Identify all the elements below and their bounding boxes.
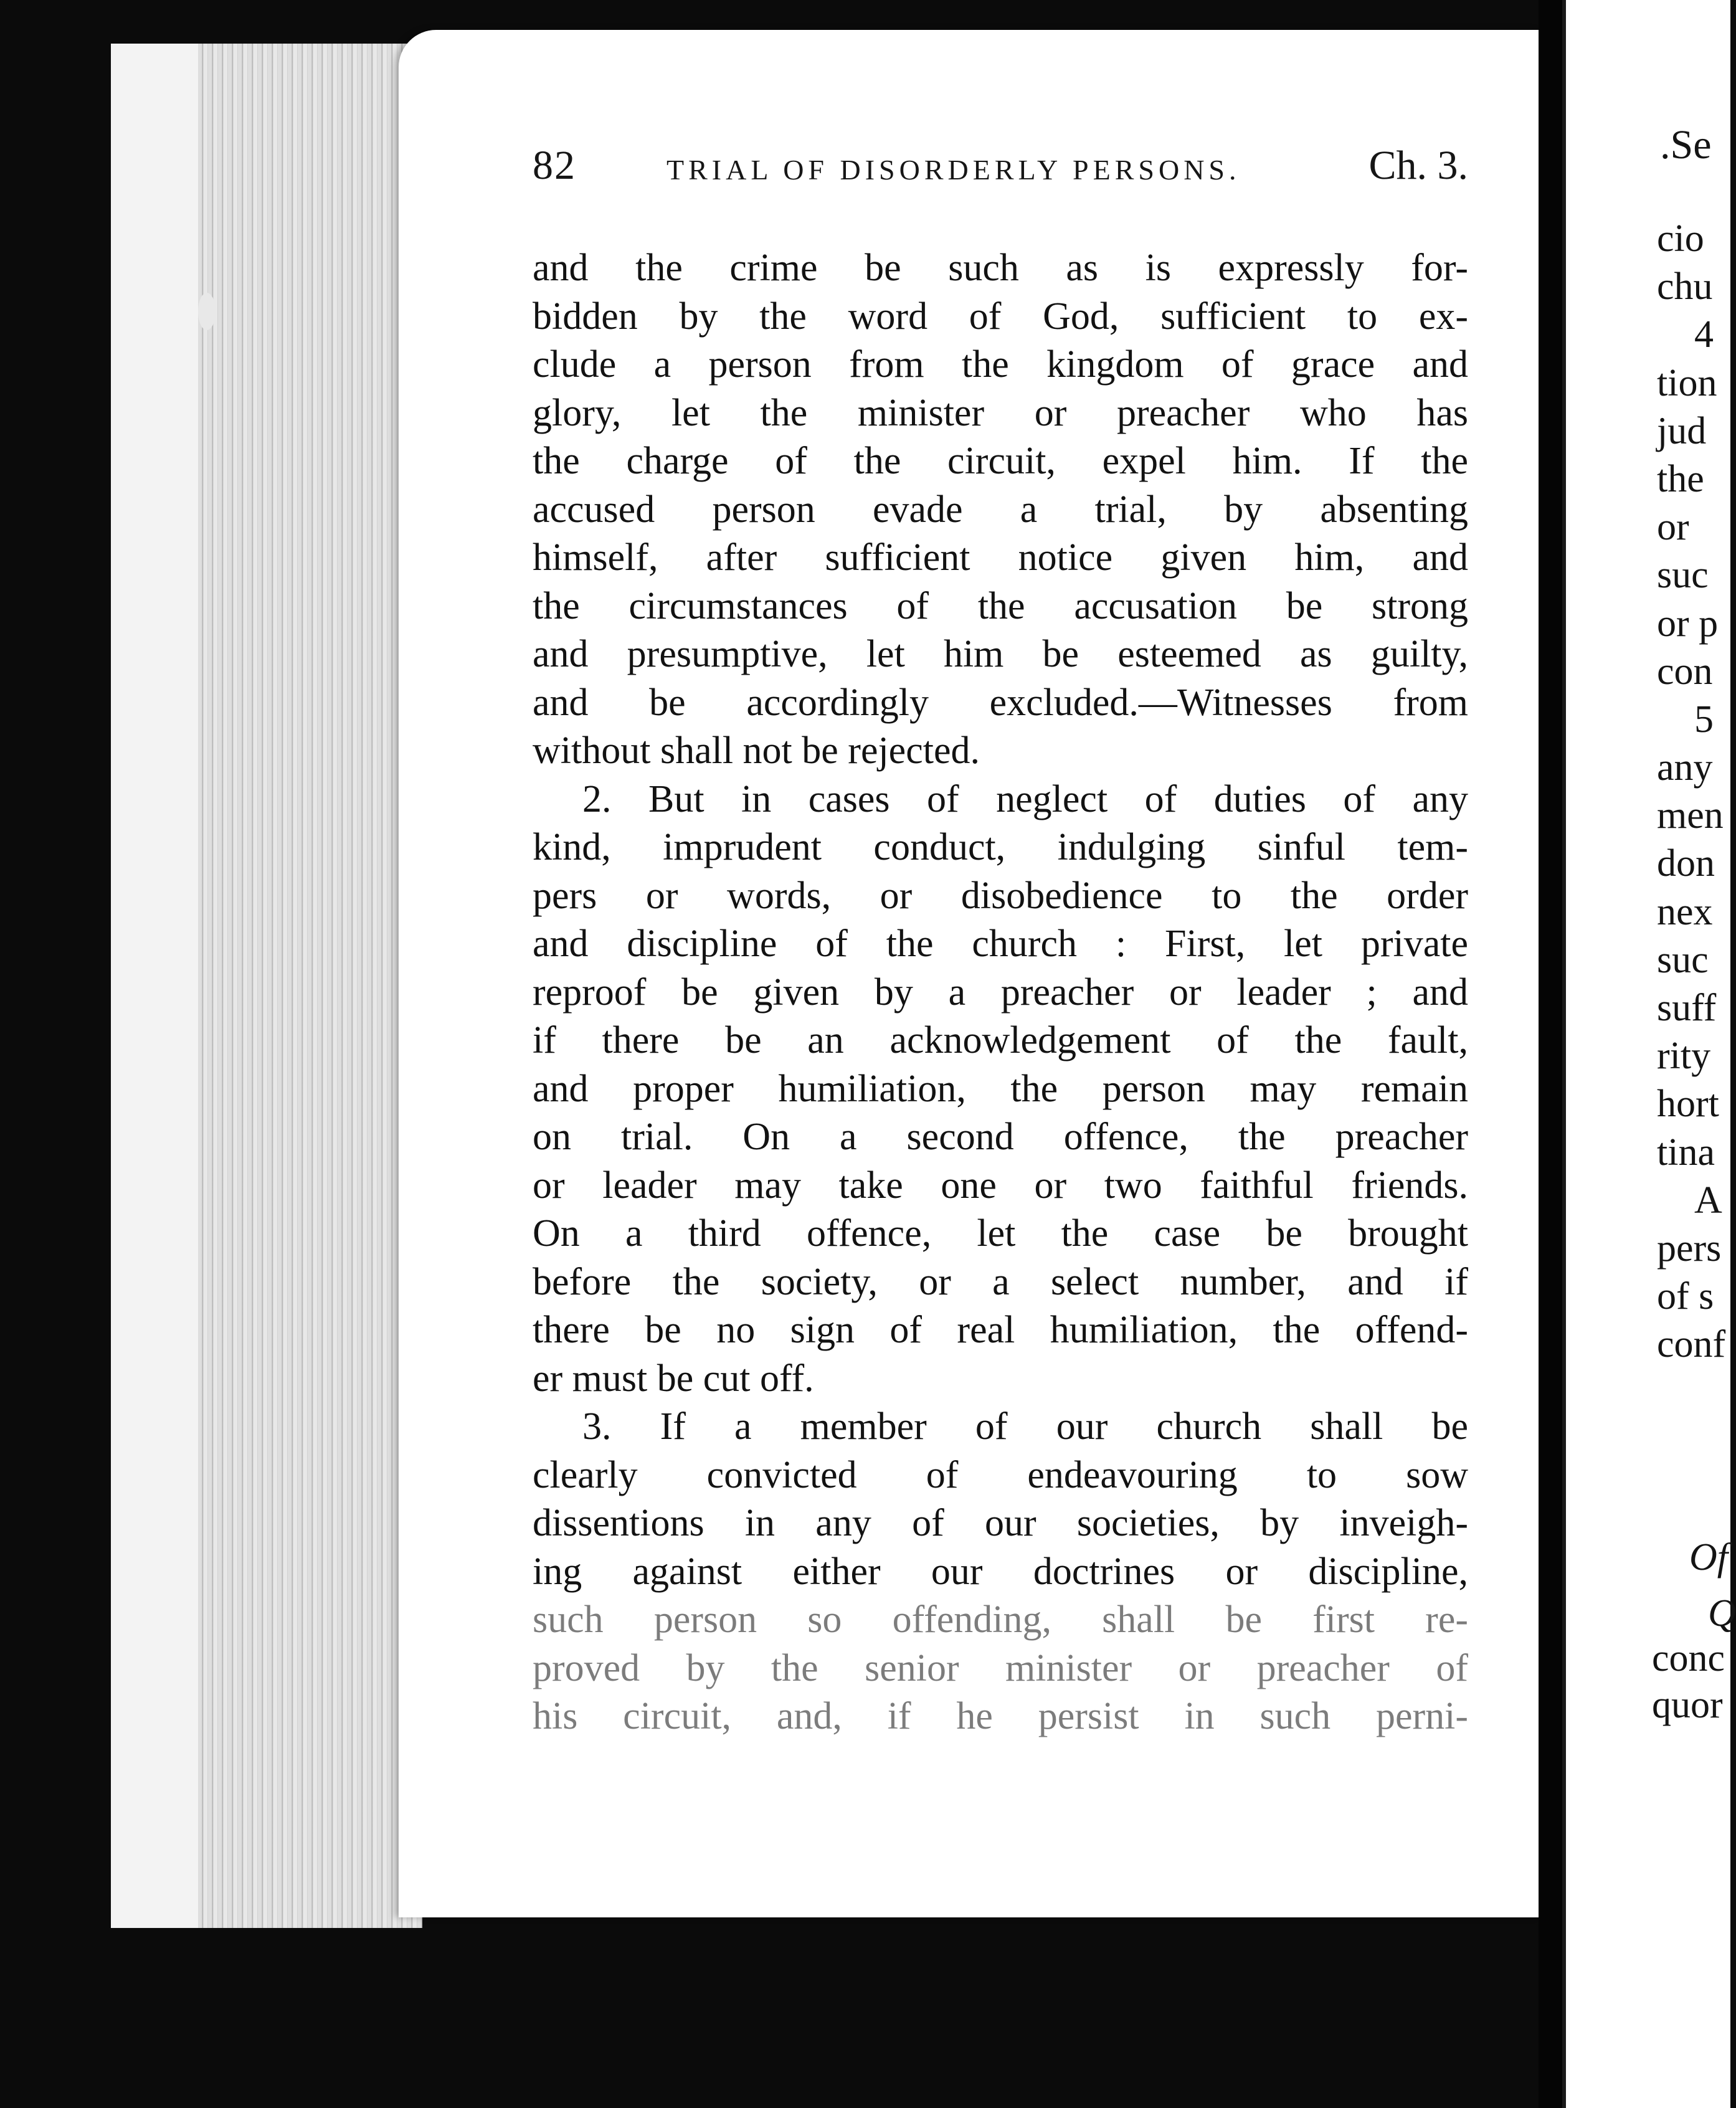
text-line: tion	[1657, 361, 1717, 404]
text-line: the charge of the circuit, expel him. If the	[533, 440, 1468, 482]
text-line: rity	[1657, 1035, 1711, 1078]
text-line: nex	[1657, 890, 1713, 933]
text-line: dissentions in any of our societies, by inveigh-	[533, 1502, 1468, 1544]
text-line: reproof be given by a preacher or leader ; and	[533, 971, 1468, 1014]
text-line: glory, let the minister or preacher who has	[533, 391, 1468, 434]
right-page-section-heading	[1652, 1523, 1736, 1729]
text-line: conc	[1652, 1637, 1725, 1679]
text-line: quor	[1652, 1684, 1723, 1726]
text-line: his circuit, and, if he persist in such perni-	[533, 1695, 1468, 1737]
text-line: chu	[1657, 265, 1713, 308]
text-line: On a third offence, let the case be brought	[533, 1212, 1468, 1255]
text-line: the circumstances of the accusation be strong	[533, 584, 1468, 627]
text-line: on trial. On a second offence, the preacher	[533, 1116, 1468, 1158]
text-line: clearly convicted of endeavouring to sow	[533, 1453, 1468, 1496]
paragraph-3-start: 3. If a member of our church shall be	[582, 1405, 1468, 1448]
text-line: without shall not be rejected.	[533, 729, 980, 772]
text-line: clude a person from the kingdom of grace and	[533, 343, 1468, 386]
text-line: men	[1657, 794, 1724, 837]
text-line: kind, imprudent conduct, indulging sinful tem-	[533, 826, 1468, 868]
text-line: cio	[1657, 217, 1704, 260]
body-text	[533, 244, 1468, 1741]
text-line: such person so offending, shall be first re-	[533, 1598, 1468, 1641]
text-line: bidden by the word of God, sufficient to ex-	[533, 295, 1468, 338]
right-page-text	[1657, 215, 1727, 1369]
text-line: accused person evade a trial, by absenting	[533, 488, 1468, 531]
book-fore-edge-outer	[111, 44, 200, 1928]
text-line: or	[1657, 506, 1689, 549]
text-line: and discipline of the church : First, let private	[533, 923, 1468, 965]
text-line: there be no sign of real humiliation, the offend-	[533, 1309, 1468, 1351]
text-line: ing against either our doctrines or discipline,	[533, 1550, 1468, 1593]
text-line: jud	[1657, 409, 1707, 452]
running-head	[533, 142, 1468, 198]
text-line: and be accordingly excluded.—Witnesses from	[533, 681, 1468, 724]
text-line: of s	[1657, 1275, 1714, 1318]
right-running-head: .Se	[1660, 122, 1712, 168]
page-number: 82	[533, 143, 576, 188]
text-line: 4	[1694, 313, 1714, 356]
text-line: himself, after sufficient notice given him, and	[533, 536, 1468, 579]
text-line: 5	[1694, 698, 1714, 741]
text-line: before the society, or a select number, and if	[533, 1260, 1468, 1303]
text-line: the	[1657, 457, 1704, 500]
running-title: TRIAL OF DISORDERLY PERSONS.	[666, 154, 1241, 186]
text-line: pers or words, or disobedience to the order	[533, 874, 1468, 917]
page-stain	[198, 293, 216, 330]
text-line: suc	[1657, 938, 1709, 981]
text-line: tina	[1657, 1131, 1715, 1174]
section-heading-line: Q	[1708, 1592, 1736, 1635]
text-line: don	[1657, 842, 1715, 885]
text-line: and proper humiliation, the person may remain	[533, 1067, 1468, 1110]
text-line: A	[1694, 1179, 1722, 1222]
text-line: any	[1657, 746, 1713, 789]
text-line: if there be an acknowledgement of the fault,	[533, 1019, 1468, 1061]
text-line: or leader may take one or two faithful friends.	[533, 1164, 1468, 1207]
book-gutter	[1539, 0, 1562, 2108]
paragraph-2-start: 2. But in cases of neglect of duties of any	[582, 777, 1468, 820]
text-line: conf	[1657, 1323, 1726, 1366]
section-heading-line: Of	[1689, 1536, 1728, 1579]
text-line: hort	[1657, 1083, 1719, 1126]
text-line: pers	[1657, 1227, 1722, 1270]
text-line: suff	[1657, 987, 1717, 1029]
text-line: and presumptive, let him be esteemed as guilty,	[533, 633, 1468, 675]
text-line: or p	[1657, 602, 1719, 645]
text-line: suc	[1657, 554, 1709, 597]
book-fore-edge-leaves	[198, 44, 422, 1928]
text-line: and the crime be such as is expressly for-	[533, 247, 1468, 289]
text-line: con	[1657, 650, 1713, 693]
chapter-label: Ch. 3.	[1368, 143, 1468, 188]
text-line: er must be cut off.	[533, 1357, 814, 1400]
text-line: proved by the senior minister or preacher of	[533, 1646, 1468, 1689]
